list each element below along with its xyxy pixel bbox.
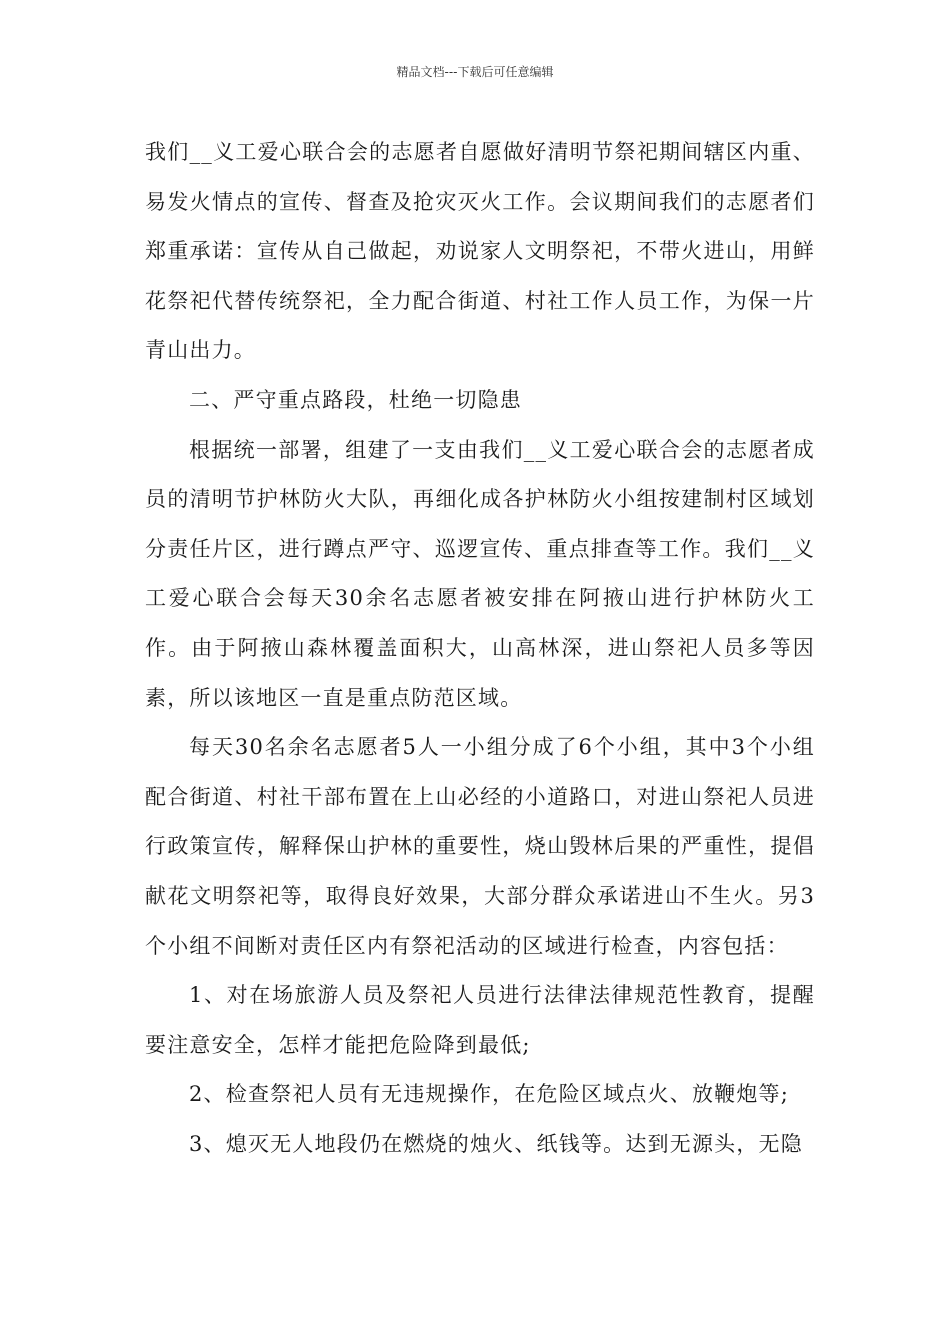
list-item-3: 3、熄灭无人地段仍在燃烧的烛火、纸钱等。达到无源头，无隐 (189, 1131, 803, 1156)
paragraph-volunteer-pledge: 我们__义工爱心联合会的志愿者自愿做好清明节祭祀期间辖区内重、易发火情点的宣传、督查及抢灾灭火工作。会议期间我们的志愿者们郑重承诺：宣传从自己做起，劝说家人文明祭祀，不带火进山，用鲜花祭祀代替传统祭祀，全力配合街道、村社工作人员工作，为保一片青山出力。 (145, 140, 815, 363)
paragraph-group-assignment: 每天30名余名志愿者5人一小组分成了6个小组，其中3个小组配合街道、村社干部布置在上山必经的小道路口，对进山祭祀人员进行政策宣传，解释保山护林的重要性，烧山毁林后果的严重性，提倡献花文明祭祀等，取得良好效果，大部分群众承诺进山不生火。另3个小组不间断对责任区内有祭祀活动的区域进行检查，内容包括： (145, 735, 815, 958)
page-header: 精品文档---下载后可任意编辑 (396, 65, 554, 79)
document-body (145, 128, 815, 1169)
list-item-2: 2、检查祭祀人员有无违规操作，在危险区域点火、放鞭炮等; (189, 1082, 790, 1107)
section-heading-2: 二、严守重点路段，杜绝一切隐患 (189, 387, 522, 412)
list-item-1: 1、对在场旅游人员及祭祀人员进行法律法律规范性教育，提醒要注意安全，怎样才能把危险降到最低; (145, 983, 815, 1057)
paragraph-patrol-team: 根据统一部署，组建了一支由我们__义工爱心联合会的志愿者成员的清明节护林防火大队，再细化成各护林防火小组按建制村区域划分责任片区，进行蹲点严守、巡逻宣传、重点排查等工作。我们__义工爱心联合会每天30余名志愿者被安排在阿掖山进行护林防火工作。由于阿掖山森林覆盖面积大，山高林深，进山祭祀人员多等因素，所以该地区一直是重点防范区域。 (145, 437, 815, 710)
